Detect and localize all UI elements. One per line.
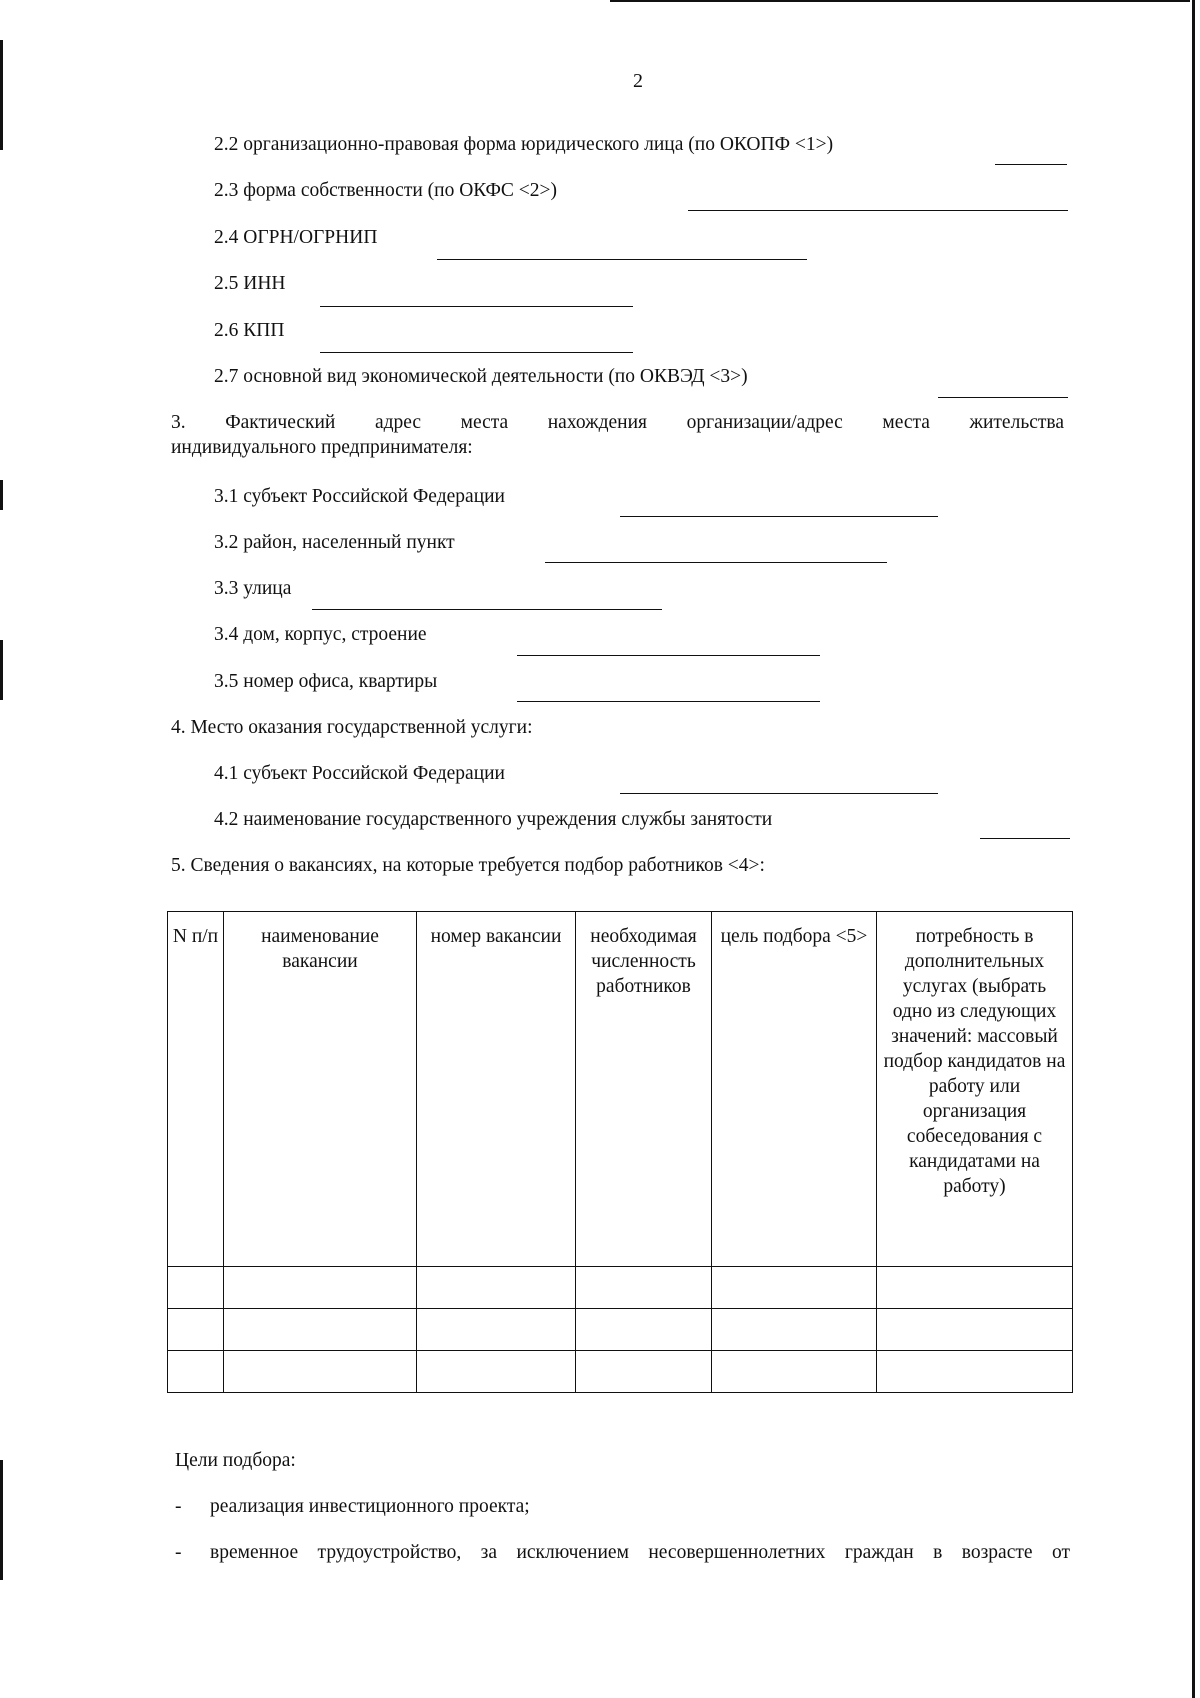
field-line-2-2 bbox=[995, 164, 1067, 165]
table-cell[interactable] bbox=[168, 1351, 224, 1393]
field-label-4-2: 4.2 наименование государственного учреждения службы занятости bbox=[214, 809, 773, 830]
header-vacancy-number: номер вакансии bbox=[417, 912, 576, 1267]
field-line-2-7 bbox=[938, 397, 1068, 398]
field-label-2-7: 2.7 основной вид экономической деятельности (по ОКВЭД <3>) bbox=[214, 366, 748, 387]
table-row bbox=[168, 1267, 1073, 1309]
table-cell[interactable] bbox=[417, 1267, 576, 1309]
scan-edge-right bbox=[1192, 0, 1195, 1698]
header-workers-count: необходимая численность работников bbox=[576, 912, 712, 1267]
field-label-2-3: 2.3 форма собственности (по ОКФС <2>) bbox=[214, 180, 557, 201]
scan-edge-left-3 bbox=[0, 640, 3, 700]
field-label-2-4: 2.4 ОГРН/ОГРНИП bbox=[214, 227, 378, 248]
field-label-4-1: 4.1 субъект Российской Федерации bbox=[214, 763, 505, 784]
field-line-2-5 bbox=[320, 306, 633, 307]
field-line-3-3 bbox=[312, 609, 662, 610]
section-3-word: Фактический bbox=[225, 412, 336, 433]
scan-edge-left-4 bbox=[0, 1460, 3, 1580]
section-3-word: места bbox=[460, 412, 509, 433]
field-label-3-2: 3.2 район, населенный пункт bbox=[214, 532, 455, 553]
field-line-2-4 bbox=[437, 259, 807, 260]
field-line-3-2 bbox=[545, 562, 887, 563]
field-line-4-1 bbox=[620, 793, 938, 794]
list-dash: - bbox=[175, 1496, 182, 1517]
section-5-heading: 5. Сведения о вакансиях, на которые требуется подбор работников <4>: bbox=[171, 855, 765, 876]
scan-edge-left-2 bbox=[0, 480, 3, 510]
section-3-word: адрес bbox=[374, 412, 422, 433]
section-3-word: места bbox=[882, 412, 930, 433]
header-goal: цель подбора <5> bbox=[712, 912, 877, 1267]
table-cell[interactable] bbox=[576, 1351, 712, 1393]
field-line-2-3 bbox=[688, 210, 1068, 211]
section-3-line2: индивидуального предпринимателя: bbox=[171, 437, 473, 458]
table-cell[interactable] bbox=[168, 1267, 224, 1309]
table-cell[interactable] bbox=[224, 1267, 417, 1309]
table-cell[interactable] bbox=[877, 1309, 1073, 1351]
section-3-heading bbox=[171, 412, 1064, 434]
vacancies-table bbox=[167, 911, 1073, 1393]
field-label-2-6: 2.6 КПП bbox=[214, 320, 285, 341]
table-row bbox=[168, 1351, 1073, 1393]
field-label-3-1: 3.1 субъект Российской Федерации bbox=[214, 486, 505, 507]
field-label-3-4: 3.4 дом, корпус, строение bbox=[214, 624, 427, 645]
goal-item: реализация инвестиционного проекта; bbox=[210, 1496, 530, 1517]
table-cell[interactable] bbox=[576, 1267, 712, 1309]
list-dash: - bbox=[175, 1542, 182, 1563]
field-line-4-2 bbox=[980, 838, 1070, 839]
page-number: 2 bbox=[633, 70, 643, 92]
table-cell[interactable] bbox=[712, 1309, 877, 1351]
section-3-word: организации/адрес bbox=[686, 412, 843, 433]
section-3-word: 3. bbox=[171, 412, 186, 433]
field-line-3-5 bbox=[517, 701, 820, 702]
header-number: N п/п bbox=[168, 912, 224, 1267]
section-4-heading: 4. Место оказания государственной услуги: bbox=[171, 717, 533, 738]
field-line-3-1 bbox=[620, 516, 938, 517]
table-cell[interactable] bbox=[224, 1351, 417, 1393]
goal-item: временное трудоустройство, за исключением несовершеннолетних граждан в возрасте от bbox=[210, 1542, 1070, 1563]
goals-title: Цели подбора: bbox=[175, 1450, 296, 1471]
header-vacancy-name: наименование вакансии bbox=[224, 912, 417, 1267]
table-cell[interactable] bbox=[168, 1309, 224, 1351]
table-row bbox=[168, 1309, 1073, 1351]
field-label-2-5: 2.5 ИНН bbox=[214, 273, 286, 294]
table-cell[interactable] bbox=[712, 1267, 877, 1309]
table-cell[interactable] bbox=[417, 1309, 576, 1351]
table-cell[interactable] bbox=[576, 1309, 712, 1351]
field-label-3-5: 3.5 номер офиса, квартиры bbox=[214, 671, 438, 692]
scan-edge-top bbox=[610, 0, 1190, 2]
table-header-row bbox=[168, 912, 1073, 1267]
field-line-2-6 bbox=[320, 352, 633, 353]
section-3-word: нахождения bbox=[547, 412, 648, 433]
scan-edge-left bbox=[0, 40, 3, 150]
table-cell[interactable] bbox=[417, 1351, 576, 1393]
table-cell[interactable] bbox=[712, 1351, 877, 1393]
table-cell[interactable] bbox=[877, 1351, 1073, 1393]
table-cell[interactable] bbox=[877, 1267, 1073, 1309]
field-line-3-4 bbox=[517, 655, 820, 656]
field-label-2-2: 2.2 организационно-правовая форма юридического лица (по ОКОПФ <1>) bbox=[214, 134, 834, 155]
field-label-3-3: 3.3 улица bbox=[214, 578, 292, 599]
header-additional-services: потребность в дополнительных услугах (выбрать одно из следующих значений: массовый подбор кандидатов на работу или организация собеседования с кандидатами на работу) bbox=[877, 912, 1073, 1267]
table-cell[interactable] bbox=[224, 1309, 417, 1351]
section-3-word: жительства bbox=[969, 412, 1064, 433]
